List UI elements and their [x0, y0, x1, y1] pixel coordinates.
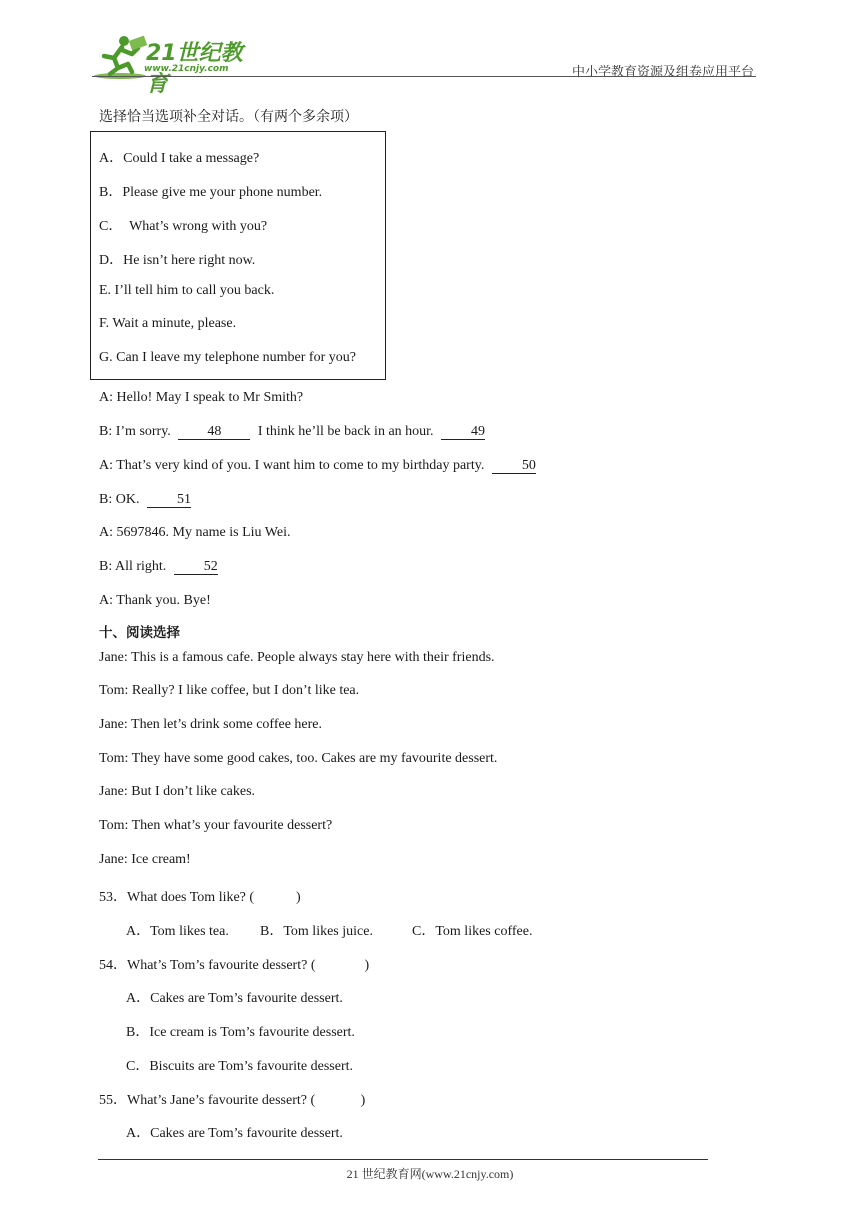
passage-line: Jane: This is a famous cafe. People always stay here with their friends. — [99, 650, 495, 665]
dialogue-text: B: I’m sorry. — [99, 424, 171, 439]
passage-line: Jane: Then let’s drink some coffee here. — [99, 717, 323, 732]
dialogue-line-5: A: 5697846. My name is Liu Wei. — [99, 525, 291, 540]
passage-line: Tom: They have some good cakes, too. Cakes are my favourite dessert. — [99, 751, 498, 766]
blank-52[interactable]: 52 — [174, 560, 218, 575]
footer-text: 21 世纪教育网(www.21cnjy.com) — [346, 1167, 514, 1181]
header-divider — [92, 76, 756, 77]
blank-51[interactable]: 51 — [147, 493, 191, 508]
passage-line: Jane: But I don’t like cakes. — [99, 784, 256, 799]
site-logo — [92, 34, 262, 97]
q53-option-c[interactable]: C．Tom likes coffee. — [412, 924, 533, 939]
logo-url: www.21cnjy.com — [144, 64, 229, 74]
blank-48[interactable]: 48 — [178, 425, 250, 440]
dialogue-text: B: OK. — [99, 492, 140, 507]
option-b: B．Please give me your phone number. — [99, 185, 323, 200]
passage-line: Tom: Then what’s your favourite dessert? — [99, 818, 333, 833]
blank-49[interactable]: 49 — [441, 425, 485, 440]
logo-text: 21世纪教育 — [146, 41, 243, 97]
dialogue-text: I think he’ll be back in an hour. — [257, 424, 434, 439]
passage-line: Jane: Ice cream! — [99, 852, 191, 867]
option-c: C． What’s wrong with you? — [99, 219, 268, 234]
dialogue-line-4 — [99, 492, 191, 508]
dialogue-line-7: A: Thank you. Bye! — [99, 593, 211, 608]
dialogue-text: B: All right. — [99, 559, 167, 574]
q53-option-b[interactable]: B．Tom likes juice. — [260, 924, 373, 939]
option-d: D．He isn’t here right now. — [99, 253, 256, 268]
footer-divider — [98, 1159, 708, 1160]
q54-option-a[interactable]: A．Cakes are Tom’s favourite dessert. — [126, 991, 343, 1006]
q53-option-a[interactable]: A．Tom likes tea. — [126, 924, 229, 939]
option-a: A．Could I take a message? — [99, 151, 260, 166]
question-53: 53．What does Tom like? ( ) — [99, 890, 301, 905]
platform-title: 中小学教育资源及组卷应用平台 — [572, 64, 755, 79]
dialogue-line-1: A: Hello! May I speak to Mr Smith? — [99, 390, 304, 405]
section-heading: 十、阅读选择 — [99, 625, 180, 641]
passage-line: Tom: Really? I like coffee, but I don’t like tea. — [99, 683, 360, 698]
option-g: G. Can I leave my telephone number for you? — [99, 350, 356, 365]
blank-50[interactable]: 50 — [492, 459, 536, 474]
option-f: F. Wait a minute, please. — [99, 316, 237, 331]
runner-icon — [92, 34, 148, 80]
q55-option-a[interactable]: A．Cakes are Tom’s favourite dessert. — [126, 1126, 343, 1141]
question-54: 54．What’s Tom’s favourite dessert? ( ) — [99, 958, 370, 973]
question-55: 55．What’s Jane’s favourite dessert? ( ) — [99, 1093, 366, 1108]
dialogue-text: A: That’s very kind of you. I want him to come to my birthday party. — [99, 458, 485, 473]
dialogue-line-3 — [99, 458, 536, 474]
q54-option-b[interactable]: B．Ice cream is Tom’s favourite dessert. — [126, 1025, 355, 1040]
dialogue-line-2 — [99, 424, 485, 440]
instruction: 选择恰当选项补全对话。（有两个多余项） — [99, 110, 358, 125]
option-e: E. I’ll tell him to call you back. — [99, 283, 275, 298]
dialogue-line-6 — [99, 559, 218, 575]
q54-option-c[interactable]: C．Biscuits are Tom’s favourite dessert. — [126, 1059, 354, 1074]
